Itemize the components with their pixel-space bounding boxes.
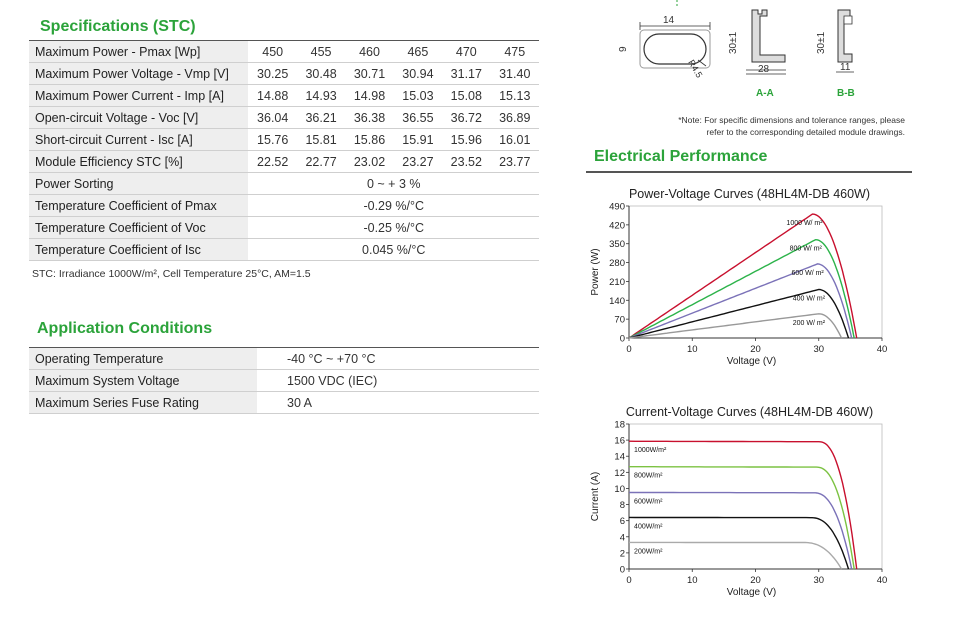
specs-cell: 31.17 <box>442 63 490 85</box>
x-tick-label: 20 <box>750 575 761 586</box>
specs-cell: 14.88 <box>248 85 296 107</box>
specs-cell: 36.21 <box>297 107 345 129</box>
specs-cell: 15.81 <box>297 129 345 151</box>
specs-cell: 31.40 <box>491 63 539 85</box>
y-axis-label: Power (W) <box>590 248 601 296</box>
dim-28: 28 <box>758 64 770 75</box>
application-row-label: Maximum System Voltage <box>29 370 257 392</box>
dim-14: 14 <box>663 15 675 26</box>
series-label: 200W/m² <box>634 548 663 556</box>
series-line <box>629 542 842 569</box>
specs-cell: 450 <box>248 41 296 63</box>
specs-cell: 36.55 <box>394 107 442 129</box>
series-label: 600 W/ m² <box>791 269 824 277</box>
dim-30a: 30±1 <box>728 31 739 54</box>
specs-cell: 23.02 <box>345 151 393 173</box>
x-tick-label: 0 <box>626 344 632 355</box>
y-tick-label: 16 <box>614 435 625 447</box>
chart-title: Current-Voltage Curves (48HL4M-DB 460W) <box>625 405 874 419</box>
application-row-label: Operating Temperature <box>29 348 257 370</box>
y-tick-label: 18 <box>614 419 625 431</box>
specs-cell: 36.38 <box>345 107 393 129</box>
y-tick-label: 210 <box>609 276 625 288</box>
specs-row <box>29 85 539 107</box>
specs-cell: 23.52 <box>442 151 490 173</box>
specs-row <box>29 107 539 129</box>
x-axis-label: Voltage (V) <box>726 356 777 367</box>
series-label: 600W/m² <box>634 498 663 506</box>
specs-row-label: Temperature Coefficient of Pmax <box>29 195 248 217</box>
y-tick-label: 0 <box>619 564 625 576</box>
y-tick-label: 420 <box>609 220 625 232</box>
power-voltage-chart <box>580 182 910 374</box>
specs-row-label: Temperature Coefficient of Isc <box>29 239 248 261</box>
electrical-title: Electrical Performance <box>594 148 768 165</box>
specs-cell: 15.96 <box>442 129 490 151</box>
electrical-divider <box>586 171 912 173</box>
dim-11: 11 <box>840 62 851 73</box>
specs-cell: 15.76 <box>248 129 296 151</box>
specs-cell: 36.04 <box>248 107 296 129</box>
specs-span-value: -0.29 %/°C <box>248 195 539 217</box>
specs-span-row <box>29 217 539 239</box>
specs-cell: 16.01 <box>491 129 539 151</box>
application-table <box>29 347 539 414</box>
specs-span-value: -0.25 %/°C <box>248 217 539 239</box>
label-b-b: B-B <box>837 88 855 99</box>
specs-cell: 36.89 <box>491 107 539 129</box>
application-row-value: 1500 VDC (IEC) <box>257 370 539 392</box>
y-tick-label: 10 <box>614 483 625 495</box>
series-label: 800 W/ m² <box>789 245 822 253</box>
specs-span-value: 0.045 %/°C <box>248 239 539 261</box>
specs-cell: 23.27 <box>394 151 442 173</box>
specs-cell: 15.86 <box>345 129 393 151</box>
series-label: 1000W/m² <box>634 447 667 455</box>
stc-note: STC: Irradiance 1000W/m², Cell Temperature 25°C, AM=1.5 <box>32 268 311 280</box>
specs-row-label: Maximum Power Voltage - Vmp [V] <box>29 63 248 85</box>
series-line <box>629 441 857 569</box>
dim-30b: 30±1 <box>816 31 827 54</box>
specs-cell: 15.13 <box>491 85 539 107</box>
series-label: 200 W/ m² <box>792 319 826 327</box>
specs-row-label: Power Sorting <box>29 173 248 195</box>
specs-cell: 460 <box>345 41 393 63</box>
specs-cell: 470 <box>442 41 490 63</box>
specs-row <box>29 151 539 173</box>
drawing-note-line1: *Note: For specific dimensions and tolerance ranges, please <box>678 115 905 125</box>
drawing-note-line2: refer to the corresponding detailed module drawings. <box>706 127 905 137</box>
dim-9: 9 <box>618 46 629 52</box>
specs-span-row <box>29 173 539 195</box>
specs-row-label: Module Efficiency STC [%] <box>29 151 248 173</box>
mounting-hole-drawing <box>618 0 710 79</box>
series-label: 400W/m² <box>634 523 663 531</box>
x-tick-label: 10 <box>686 344 698 355</box>
y-tick-label: 4 <box>619 532 625 544</box>
specs-row-label: Temperature Coefficient of Voc <box>29 217 248 239</box>
specs-row <box>29 41 539 63</box>
y-tick-label: 490 <box>609 201 625 213</box>
application-row <box>29 392 539 414</box>
y-axis-label: Current (A) <box>590 471 601 522</box>
specs-row-label: Maximum Power - Pmax [Wp] <box>29 41 248 63</box>
y-tick-label: 350 <box>609 239 625 251</box>
application-row <box>29 370 539 392</box>
specs-cell: 15.91 <box>394 129 442 151</box>
dim-r45: R4.5 <box>686 58 705 80</box>
specs-row-label: Open-circuit Voltage - Voc [V] <box>29 107 248 129</box>
specs-cell: 23.77 <box>491 151 539 173</box>
y-tick-label: 0 <box>619 333 625 345</box>
specs-cell: 15.08 <box>442 85 490 107</box>
specs-cell: 14.93 <box>297 85 345 107</box>
y-tick-label: 2 <box>619 548 625 560</box>
plot-frame <box>629 424 882 569</box>
specs-title: Specifications (STC) <box>40 18 196 35</box>
specs-table <box>29 40 539 261</box>
x-axis-label: Voltage (V) <box>726 587 777 598</box>
series-label: 400 W/ m² <box>792 295 826 303</box>
application-row-value: -40 °C ~ +70 °C <box>257 348 539 370</box>
profile-a-a-drawing <box>728 10 786 99</box>
x-tick-label: 40 <box>876 344 888 355</box>
y-tick-label: 12 <box>614 467 625 479</box>
specs-row <box>29 129 539 151</box>
specs-cell: 22.52 <box>248 151 296 173</box>
x-tick-label: 0 <box>626 575 632 586</box>
specs-cell: 30.25 <box>248 63 296 85</box>
drawing-note <box>667 114 905 138</box>
y-tick-label: 6 <box>619 516 625 528</box>
specs-cell: 475 <box>491 41 539 63</box>
application-row <box>29 348 539 370</box>
x-tick-label: 20 <box>750 344 761 355</box>
specs-cell: 30.94 <box>394 63 442 85</box>
specs-cell: 22.77 <box>297 151 345 173</box>
application-row-label: Maximum Series Fuse Rating <box>29 392 257 414</box>
y-tick-label: 70 <box>614 314 625 326</box>
specs-cell: 465 <box>394 41 442 63</box>
x-tick-label: 30 <box>813 344 825 355</box>
y-tick-label: 8 <box>619 500 625 512</box>
profile-b-b-drawing <box>816 10 855 99</box>
specs-row-label: Short-circuit Current - Isc [A] <box>29 129 248 151</box>
series-label: 800W/m² <box>634 472 663 480</box>
series-label: 1000 W/ m² <box>786 220 823 228</box>
specs-cell: 14.98 <box>345 85 393 107</box>
specs-cell: 30.71 <box>345 63 393 85</box>
specs-row-label: Maximum Power Current - Imp [A] <box>29 85 248 107</box>
specs-span-value: 0 ~ + 3 % <box>248 173 539 195</box>
specs-cell: 36.72 <box>442 107 490 129</box>
chart-title: Power-Voltage Curves (48HL4M-DB 460W) <box>628 187 871 201</box>
y-tick-label: 140 <box>609 295 625 307</box>
specs-cell: 30.48 <box>297 63 345 85</box>
application-title: Application Conditions <box>37 320 213 337</box>
x-tick-label: 10 <box>686 575 698 586</box>
specs-row <box>29 63 539 85</box>
label-a-a: A-A <box>756 88 774 99</box>
specs-span-row <box>29 195 539 217</box>
current-voltage-chart <box>580 398 910 608</box>
application-row-value: 30 A <box>257 392 539 414</box>
x-tick-label: 40 <box>876 575 888 586</box>
y-tick-label: 14 <box>614 451 625 463</box>
x-tick-label: 30 <box>813 575 825 586</box>
y-tick-label: 280 <box>609 258 625 270</box>
specs-cell: 455 <box>297 41 345 63</box>
specs-cell: 15.03 <box>394 85 442 107</box>
specs-span-row <box>29 239 539 261</box>
